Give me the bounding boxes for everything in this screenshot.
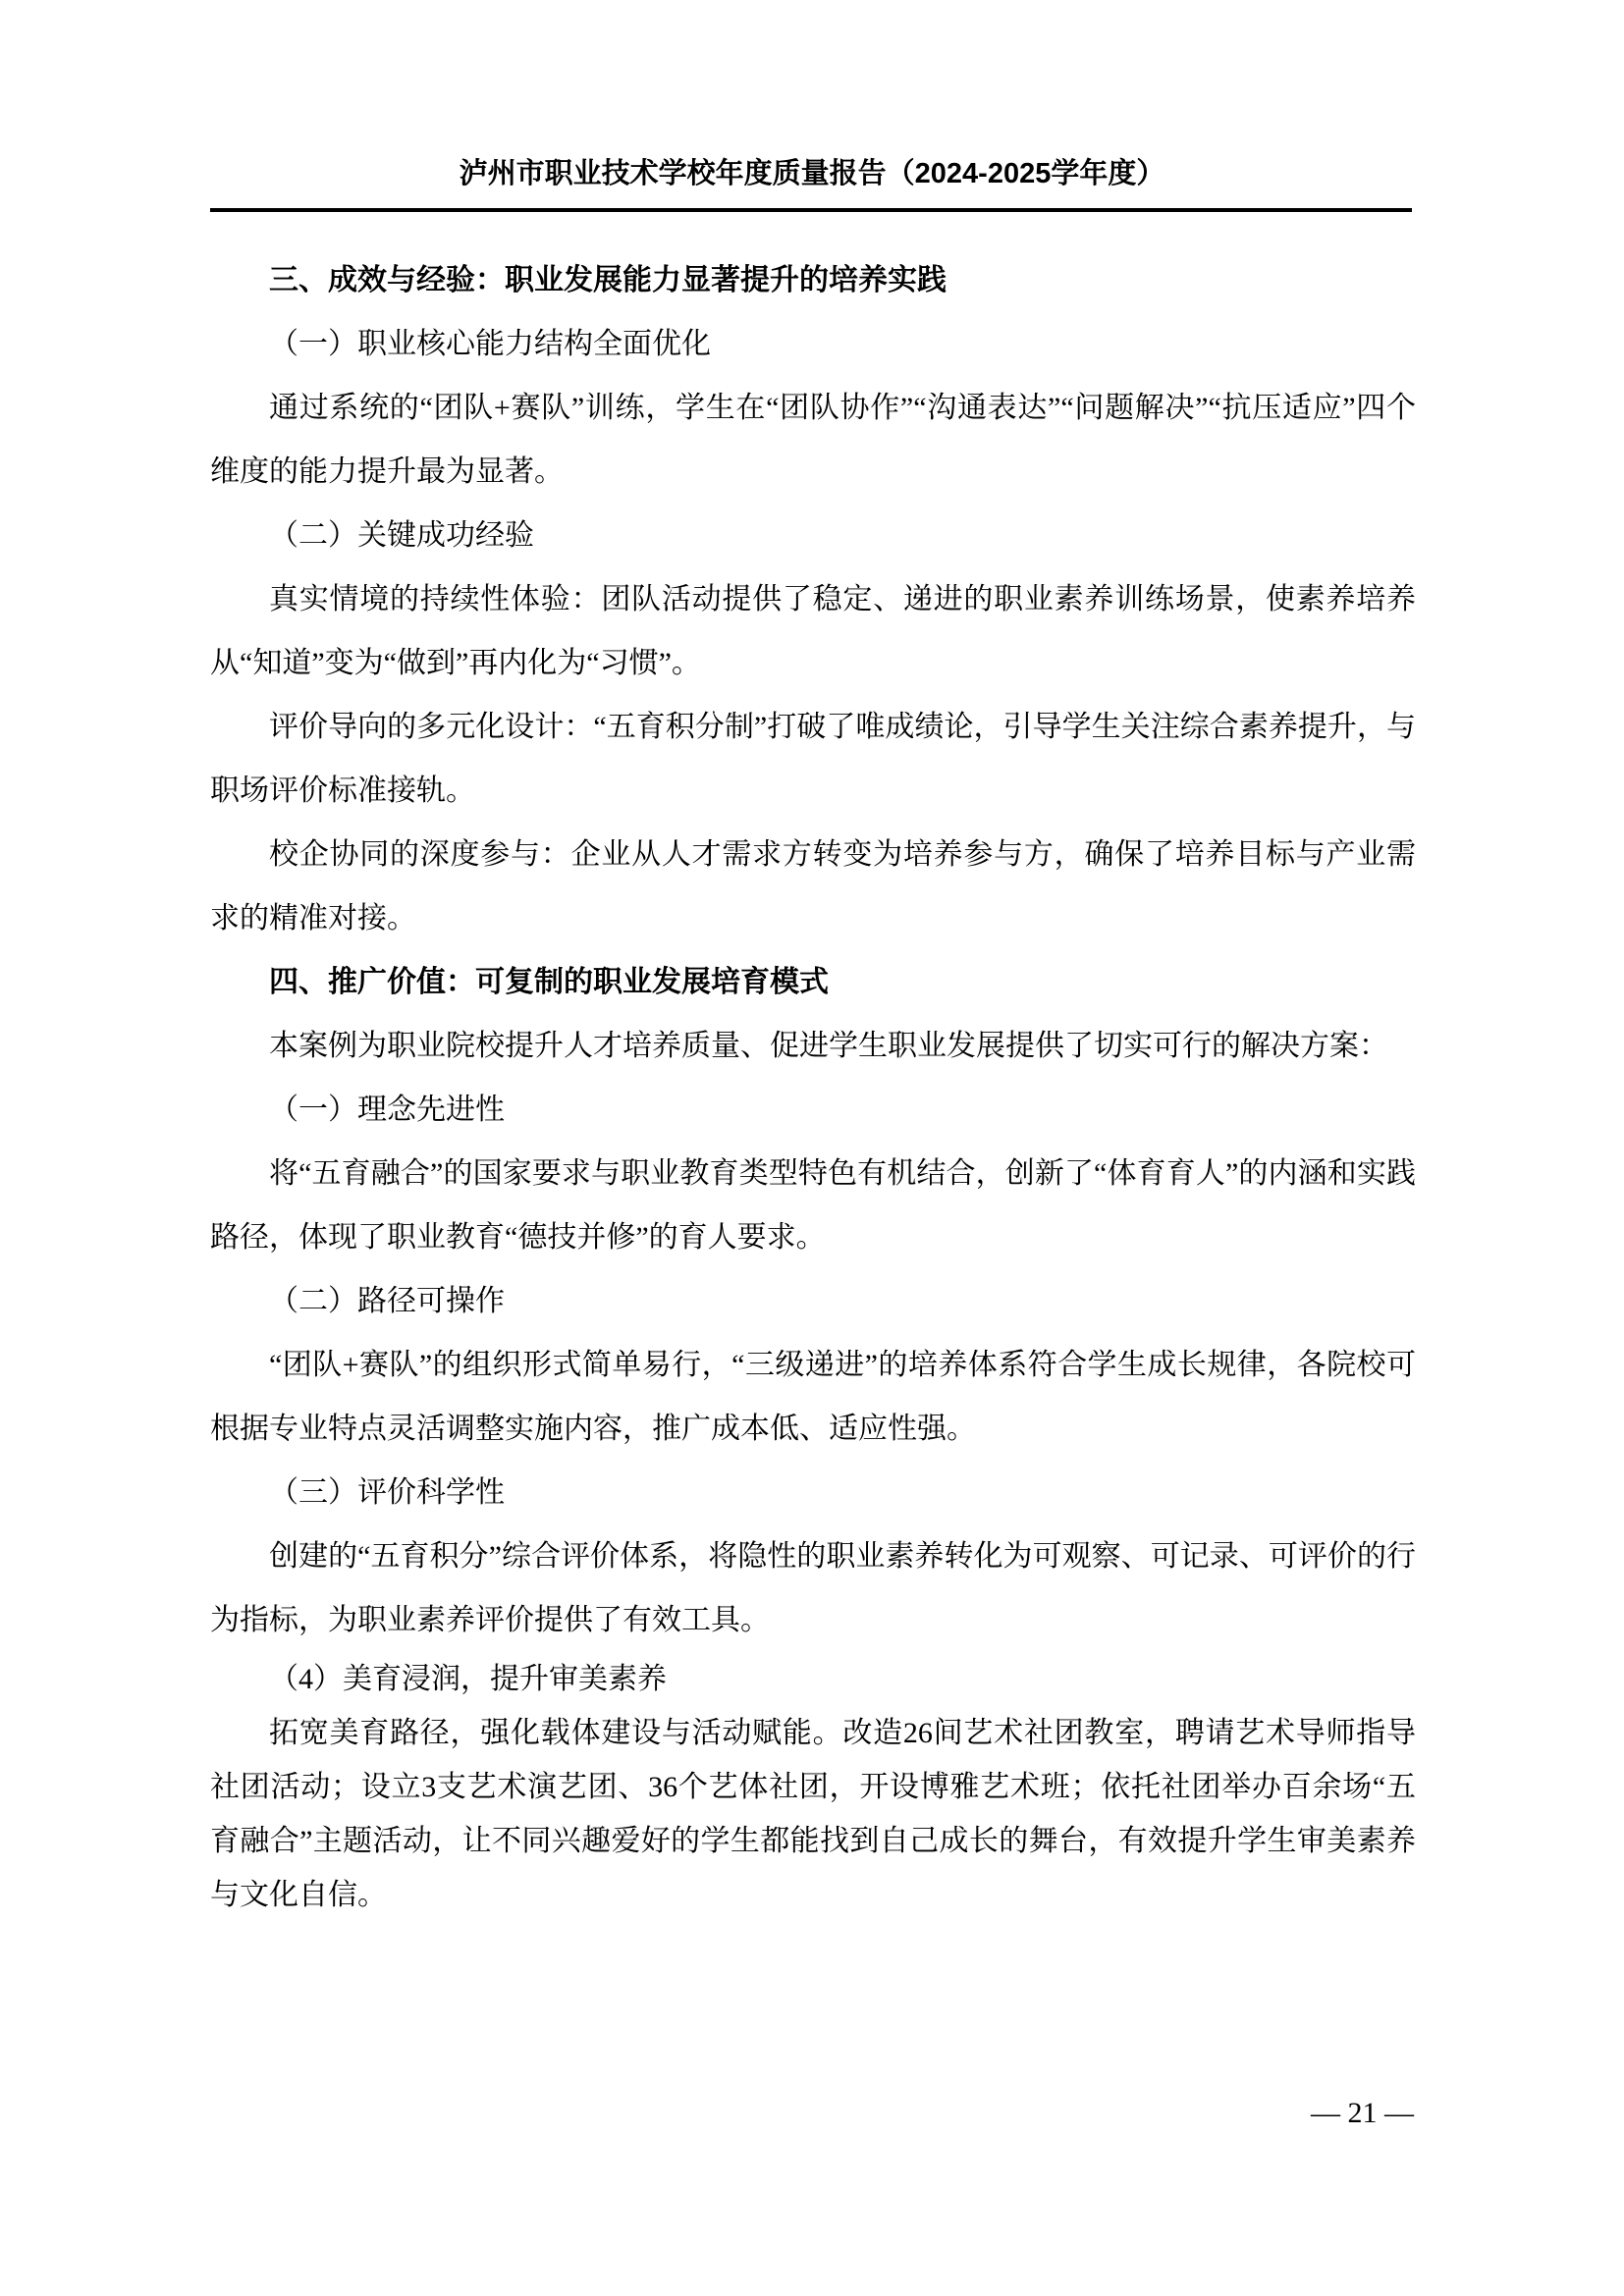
subsection-heading: （二）关键成功经验 xyxy=(269,519,534,552)
subsection-heading: （三）评价科学性 xyxy=(269,1476,505,1509)
body-paragraph: 拓宽美育路径，强化载体建设与活动赋能。改造26间艺术社团教室，聘请艺术导师指导社团活动；设立3支艺术演艺团、36个艺体社团，开设博雅艺术班；依托社团举办百余场“五育融合”主题活动，让不同兴趣爱好的学生都能找到自己成长的舞台，有效提升学生审美素养与文化自信。 xyxy=(210,1717,1416,1911)
tight-spacing-block xyxy=(210,1652,1416,1922)
body-paragraph: 创建的“五育积分”综合评价体系，将隐性的职业素养转化为可观察、可记录、可评价的行为指标，为职业素养评价提供了有效工具。 xyxy=(210,1540,1416,1636)
page-header-title: 泸州市职业技术学校年度质量报告（2024-2025学年度） xyxy=(459,158,1165,189)
page-number: — 21 — xyxy=(1311,2097,1414,2129)
subsection-heading: （二）路径可操作 xyxy=(269,1285,505,1317)
document-body xyxy=(210,248,1416,1922)
subsection-heading: （一）职业核心能力结构全面优化 xyxy=(269,328,711,360)
body-paragraph: 真实情境的持续性体验：团队活动提供了稳定、递进的职业素养训练场景，使素养培养从“知道”变为“做到”再内化为“习惯”。 xyxy=(210,583,1416,679)
section-heading-three: 三、成效与经验：职业发展能力显著提升的培养实践 xyxy=(269,264,947,296)
section-heading-four: 四、推广价值：可复制的职业发展培育模式 xyxy=(269,966,829,998)
subsection-heading: （一）理念先进性 xyxy=(269,1094,505,1126)
body-paragraph: 通过系统的“团队+赛队”训练，学生在“团队协作”“沟通表达”“问题解决”“抗压适应”四个维度的能力提升最为显著。 xyxy=(210,392,1416,488)
header-divider xyxy=(210,208,1412,212)
body-paragraph: 校企协同的深度参与：企业从人才需求方转变为培养参与方，确保了培养目标与产业需求的精准对接。 xyxy=(210,838,1416,934)
body-paragraph: 评价导向的多元化设计：“五育积分制”打破了唯成绩论，引导学生关注综合素养提升，与职场评价标准接轨。 xyxy=(210,711,1416,807)
body-paragraph: 将“五育融合”的国家要求与职业教育类型特色有机结合，创新了“体育育人”的内涵和实践路径，体现了职业教育“德技并修”的育人要求。 xyxy=(210,1157,1416,1254)
body-paragraph: 本案例为职业院校提升人才培养质量、促进学生职业发展提供了切实可行的解决方案： xyxy=(269,1030,1388,1062)
body-paragraph: “团队+赛队”的组织形式简单易行，“三级递进”的培养体系符合学生成长规律，各院校可根据专业特点灵活调整实施内容，推广成本低、适应性强。 xyxy=(210,1349,1416,1445)
subsection-heading: （4）美育浸润，提升审美素养 xyxy=(269,1663,667,1695)
